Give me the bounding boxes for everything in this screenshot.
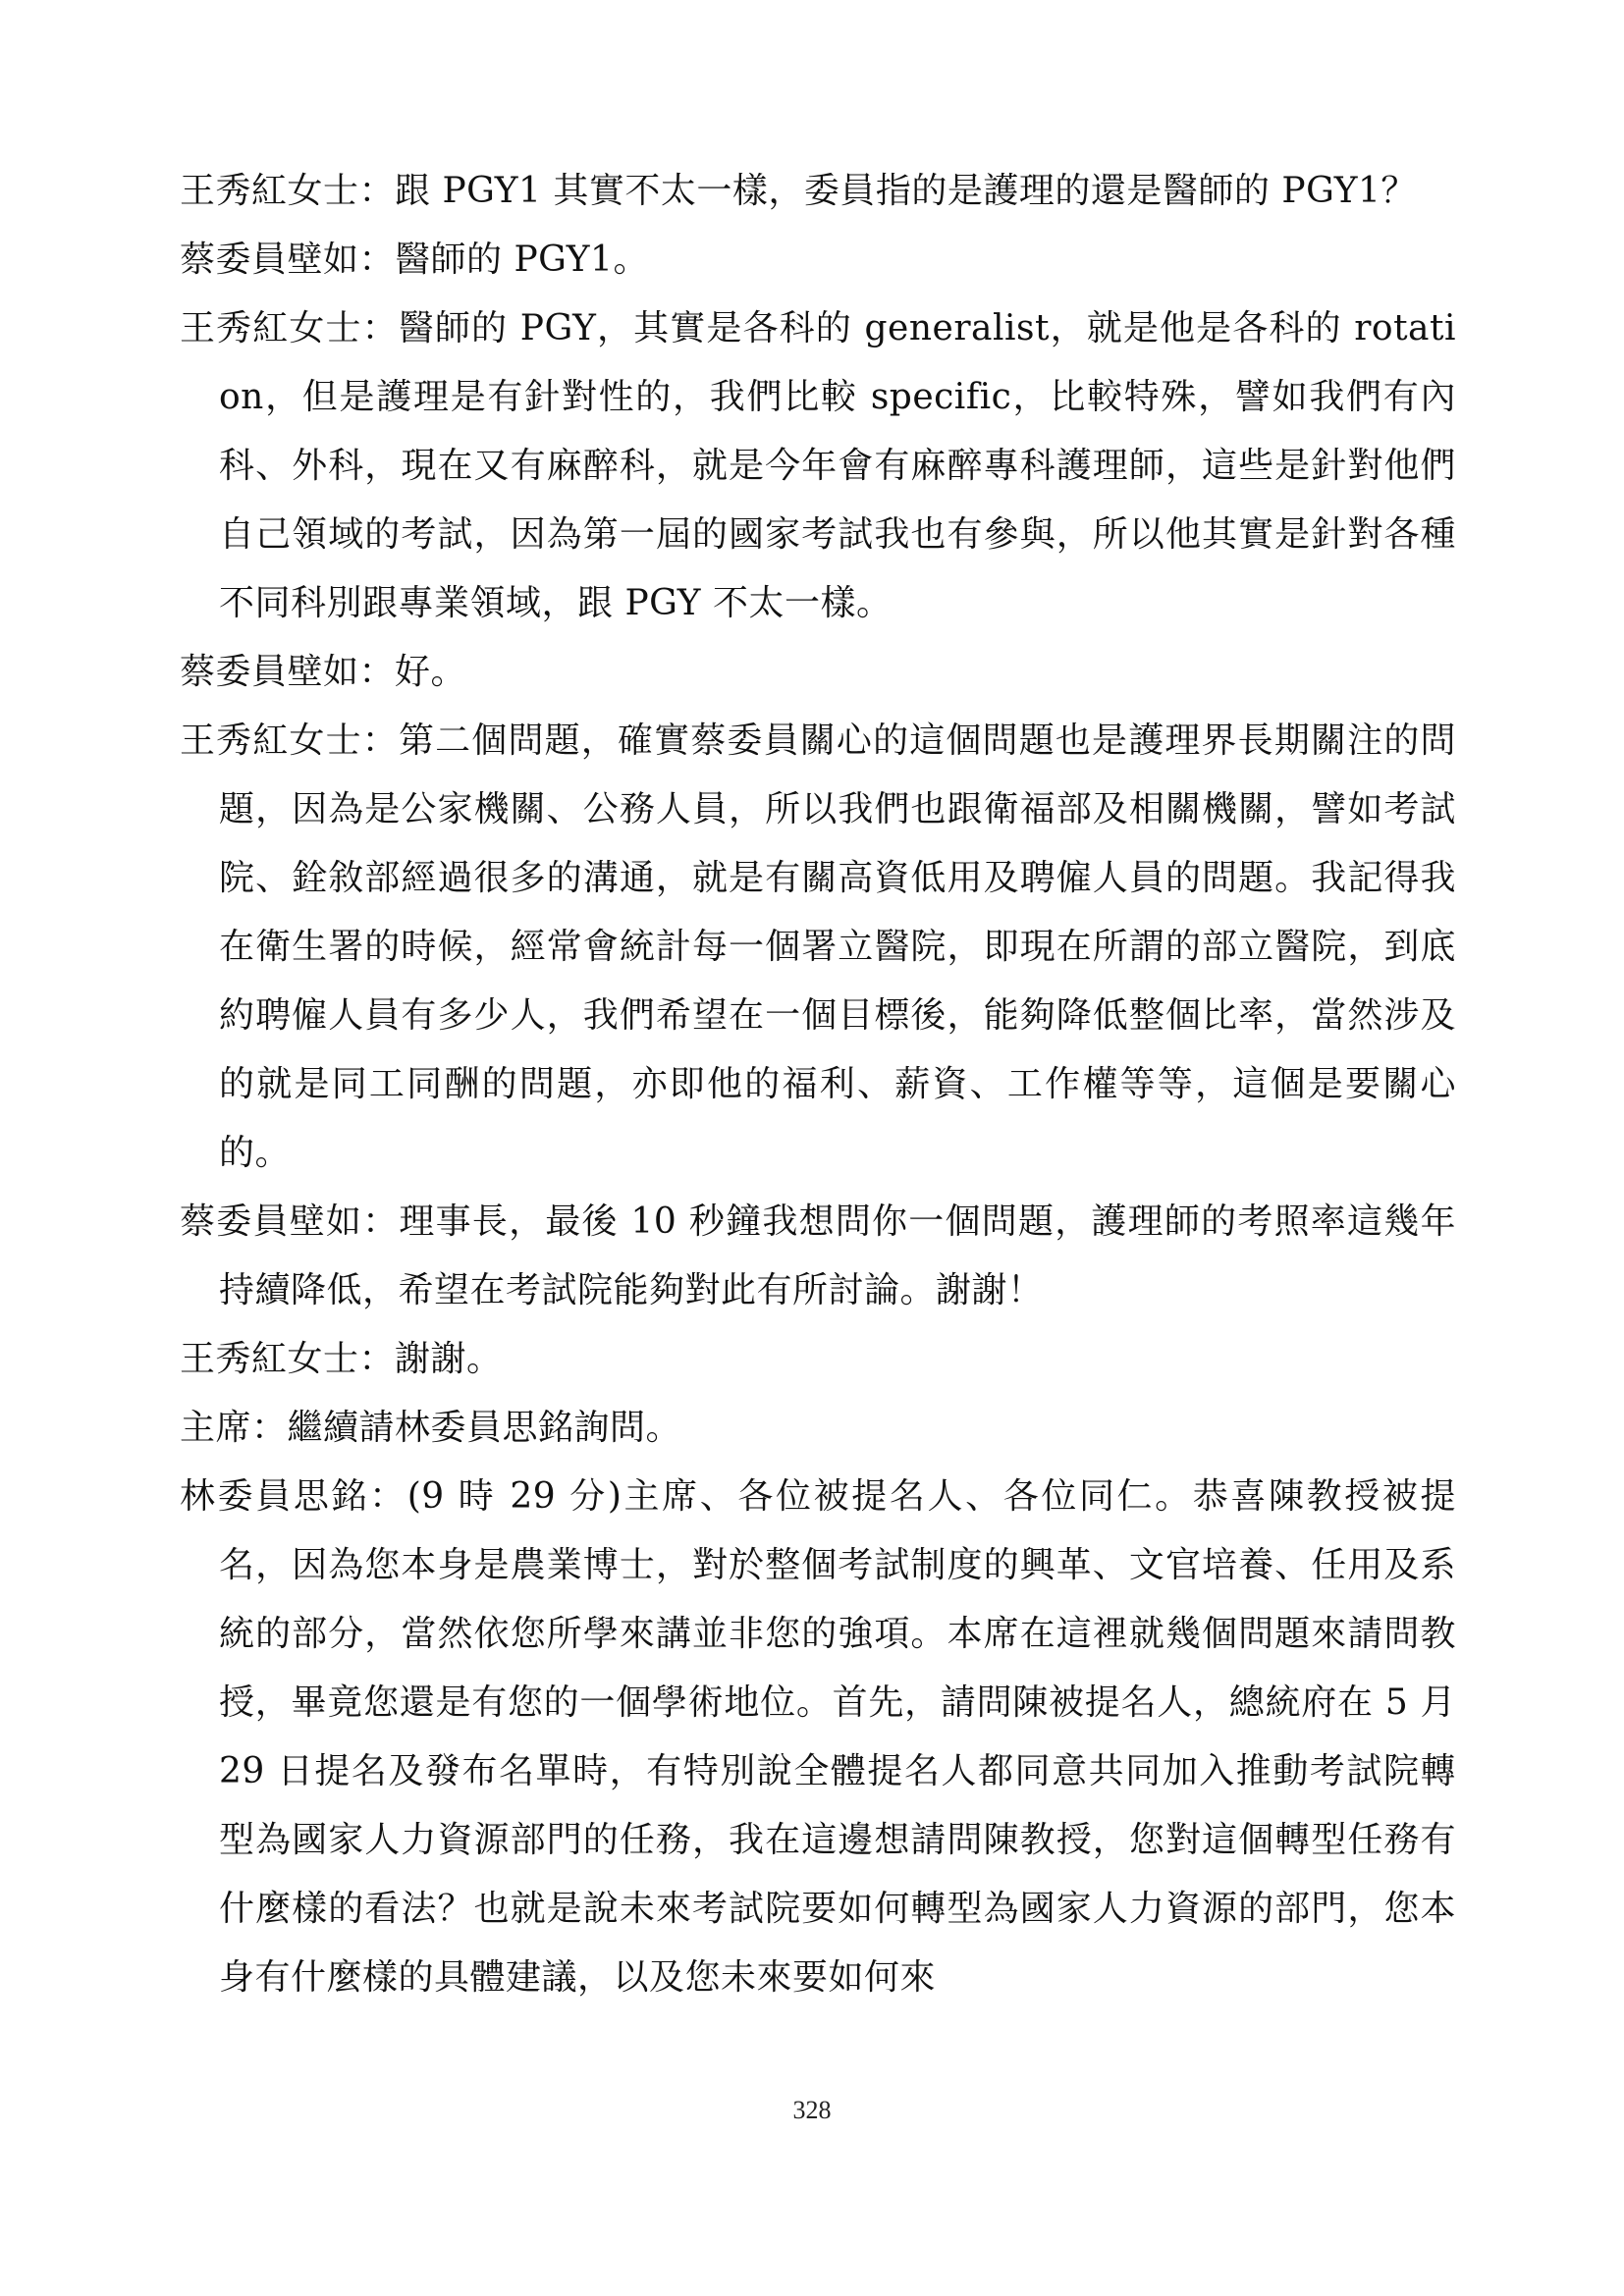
transcript-paragraph-8: 主席：繼續請林委員思銘詢問。 xyxy=(180,1408,682,1448)
transcript-paragraph-1: 王秀紅女士：跟 PGY1 其實不太一樣，委員指的是護理的還是醫師的 PGY1？ xyxy=(180,171,1417,211)
transcript-paragraph-2: 蔡委員壁如：醫師的 PGY1。 xyxy=(180,240,649,280)
transcript-paragraph-3: 王秀紅女士：醫師的 PGY，其實是各科的 generalist，就是他是各科的 rotation，但是護理是有針對性的，我們比較 specific，比較特殊，譬如我們有內科、外科，現在又有麻醉科，就是今年會有麻醉專科護理師，這些是針對他們自己領域的考試，因為第一屆的國家考試我也有參與，所以他其實是針對各種不同科別跟專業領域，跟 PGY 不太一樣。 xyxy=(180,308,1456,623)
transcript-paragraph-5: 王秀紅女士：第二個問題，確實蔡委員關心的這個問題也是護理界長期關注的問題，因為是公家機關、公務人員，所以我們也跟衛福部及相關機關，譬如考試院、銓敘部經過很多的溝通，就是有關高資低用及聘僱人員的問題。我記得我在衛生署的時候，經常會統計每一個署立醫院，即現在所謂的部立醫院，到底約聘僱人員有多少人，我們希望在一個目標後，能夠降低整個比率，當然涉及的就是同工同酬的問題，亦即他的福利、薪資、工作權等等，這個是要關心的。 xyxy=(180,721,1456,1173)
transcript-paragraph-9: 林委員思銘：(9 時 29 分)主席、各位被提名人、各位同仁。恭喜陳教授被提名，因為您本身是農業博士，對於整個考試制度的興革、文官培養、任用及系統的部分，當然依您所學來講並非您的強項。本席在這裡就幾個問題來請問教授，畢竟您還是有您的一個學術地位。首先，請問陳被提名人，總統府在 5 月 29 日提名及發布名單時，有特別說全體提名人都同意共同加入推動考試院轉型為國家人力資源部門的任務，我在這邊想請問陳教授，您對這個轉型任務有什麼樣的看法？也就是說未來考試院要如何轉型為國家人力資源的部門，您本身有什麼樣的具體建議，以及您未來要如何來 xyxy=(180,1476,1456,1998)
transcript-body xyxy=(180,157,1456,2012)
transcript-paragraph-6: 蔡委員壁如：理事長，最後 10 秒鐘我想問你一個問題，護理師的考照率這幾年持續降低，希望在考試院能夠對此有所討論。謝謝！ xyxy=(180,1201,1456,1310)
transcript-paragraph-7: 王秀紅女士：謝謝。 xyxy=(180,1339,503,1379)
page-number: 328 xyxy=(792,2096,832,2124)
transcript-paragraph-4: 蔡委員壁如：好。 xyxy=(180,652,467,692)
